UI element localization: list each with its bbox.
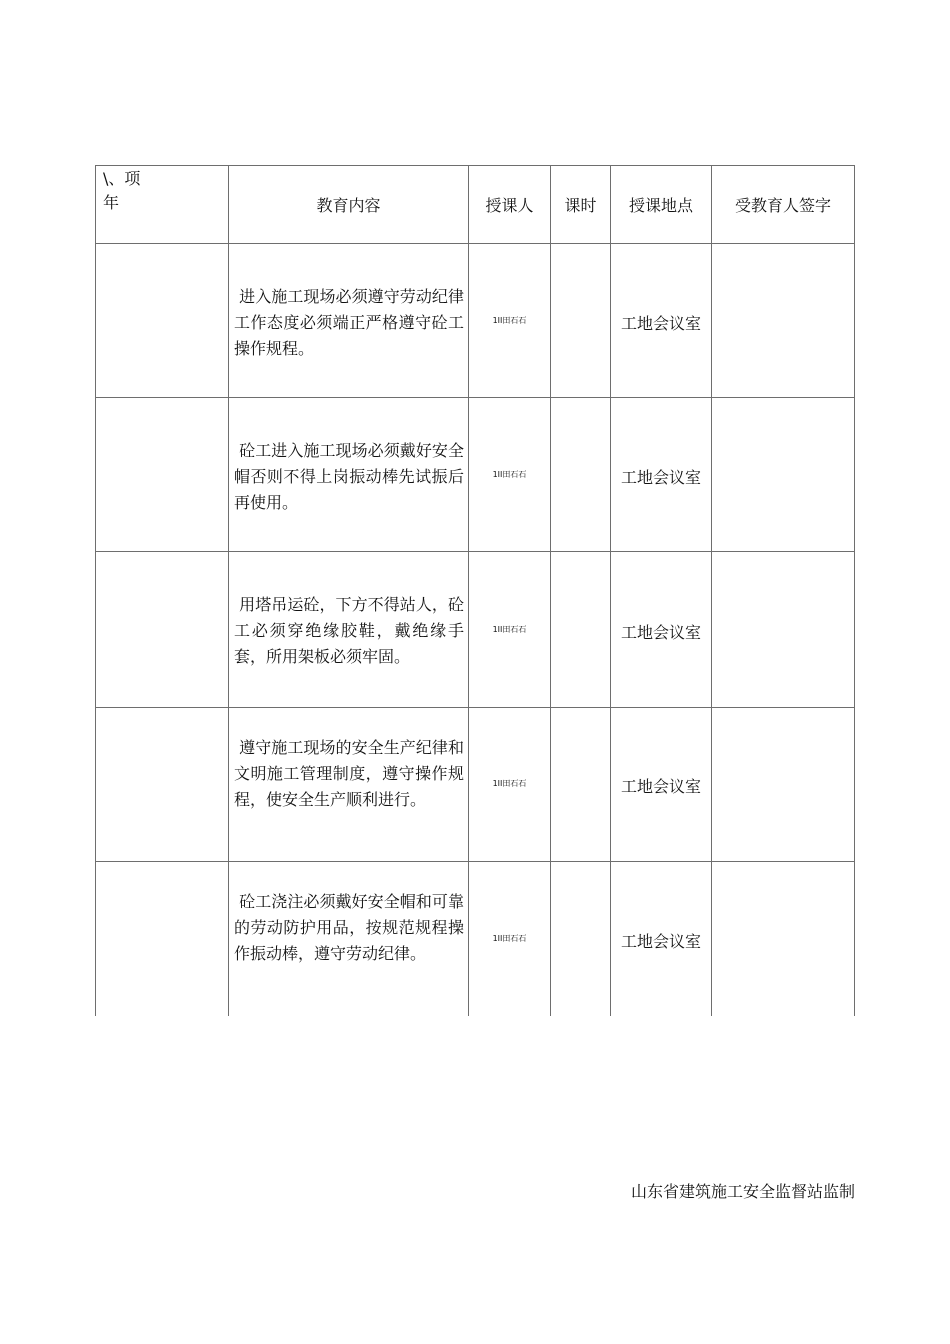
table-col-divider [854,165,855,1016]
table-col-divider [95,165,96,1016]
row-teacher: 1II田石石 [492,934,527,943]
table-col-divider [711,165,712,1016]
table-row-divider [95,551,855,552]
row-content: 用塔吊运砼，下方不得站人，砼工必须穿绝缘胶鞋，戴绝缘手套，所用架板必须牢固。 [234,595,464,666]
header-corner-line1: \、项 [103,169,141,188]
header-corner-line2: 年 [103,193,120,212]
table-row-divider [95,861,855,862]
row-place: 工地会议室 [620,777,701,796]
row-content: 遵守施工现场的安全生产纪律和文明施工管理制度，遵守操作规程，使安全生产顺利进行。 [234,738,464,809]
row-teacher: 1II田石石 [492,316,527,325]
row-teacher: 1II田石石 [492,625,527,634]
header-teacher: 授课人 [485,196,534,215]
row-teacher: 1II田石石 [492,470,527,479]
header-place: 授课地点 [628,196,693,215]
row-place: 工地会议室 [620,468,701,487]
header-signature: 受教育人签字 [734,196,831,215]
row-content: 进入施工现场必须遵守劳动纪律工作态度必须端正严格遵守砼工操作规程。 [234,287,464,358]
header-content: 教育内容 [316,196,381,215]
header-hours: 课时 [564,196,597,215]
row-content: 砼工进入施工现场必须戴好安全帽否则不得上岗振动棒先试振后再使用。 [234,441,464,512]
row-content: 砼工浇注必须戴好安全帽和可靠的劳动防护用品，按规范规程操作振动棒，遵守劳动纪律。 [234,892,464,963]
table-row-divider [95,243,855,244]
header-corner-cell [103,167,140,215]
row-place: 工地会议室 [620,623,701,642]
table-col-divider [228,165,229,1016]
table-row-divider [95,397,855,398]
table-col-divider [468,165,469,1016]
table-col-divider [550,165,551,1016]
table-col-divider [610,165,611,1016]
row-place: 工地会议室 [620,932,701,951]
table-row-divider [95,707,855,708]
row-place: 工地会议室 [620,314,701,333]
row-teacher: 1II田石石 [492,779,527,788]
footer-org: 山东省建筑施工安全监督站监制 [631,1182,856,1201]
